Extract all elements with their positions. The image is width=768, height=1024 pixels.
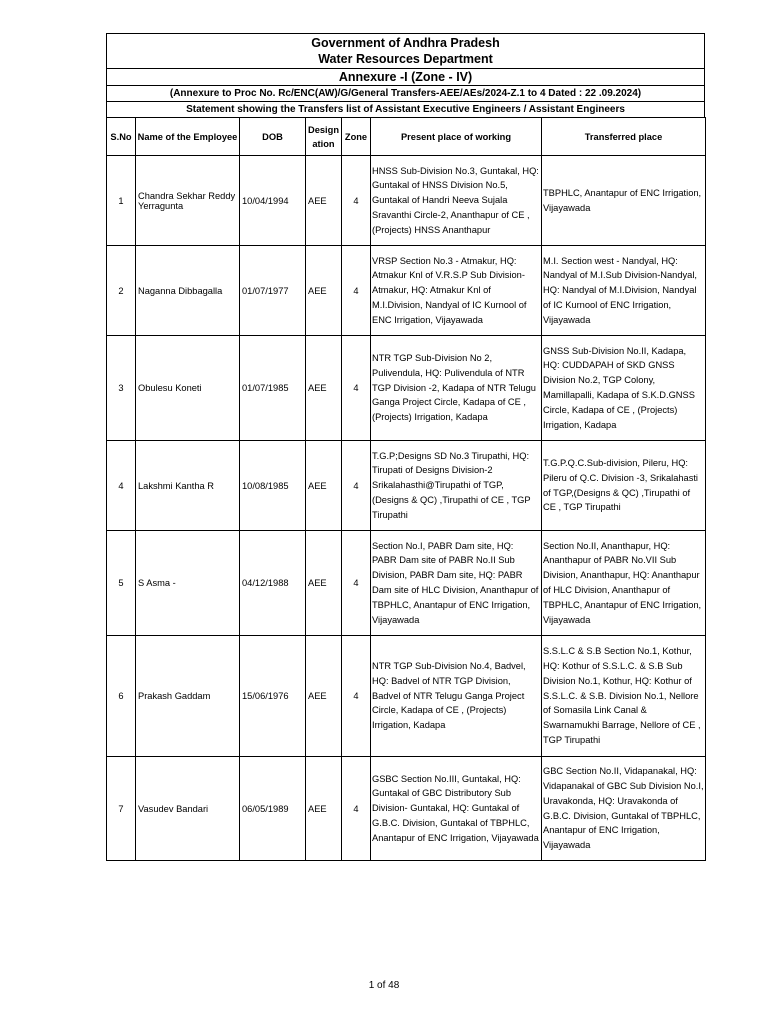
- cell-dob: 01/07/1977: [240, 246, 306, 336]
- cell-transferred: T.G.P.Q.C.Sub-division, Pileru, HQ: Pileru of Q.C. Division -3, Srikalahasti of TGP,(Designs & QC) ,Tirupathi of CE , TGP Tirupathi: [542, 441, 706, 531]
- cell-transferred: TBPHLC, Anantapur of ENC Irrigation, Vijayawada: [542, 156, 706, 246]
- cell-present: VRSP Section No.3 - Atmakur, HQ: Atmakur Knl of V.R.S.P Sub Division-Atmakur, HQ: Atmakur Knl of M.I.Division, Nandyal of IC Kurnool of ENC Irrigation, Vijayawada: [371, 246, 542, 336]
- col-header-dob: DOB: [240, 118, 306, 156]
- header-department: Water Resources Department: [106, 51, 705, 68]
- cell-sno: 5: [107, 531, 136, 636]
- cell-dob: 15/06/1976: [240, 636, 306, 757]
- cell-zone: 4: [342, 156, 371, 246]
- cell-sno: 3: [107, 336, 136, 441]
- header-statement: Statement showing the Transfers list of Assistant Executive Engineers / Assistant Engineers: [106, 101, 705, 117]
- cell-present: NTR TGP Sub-Division No.4, Badvel, HQ: Badvel of NTR TGP Division, Badvel of NTR Telugu Ganga Project Circle, Kadapa of CE , (Projects) Irrigation, Kadapa: [371, 636, 542, 757]
- table-row: [107, 636, 706, 757]
- table-row: [107, 531, 706, 636]
- cell-transferred: GBC Section No.II, Vidapanakal, HQ: Vidapanakal of GBC Sub Division No.I, Uravakonda, HQ: Uravakonda of G.B.C. Division, Guntakal of TBPHLC, Anantapur of ENC Irrigation, Vijayawada: [542, 757, 706, 861]
- col-header-zone: Zone: [342, 118, 371, 156]
- cell-designation: AEE: [306, 757, 342, 861]
- table-header-row: [107, 118, 706, 156]
- cell-transferred: M.I. Section west - Nandyal, HQ: Nandyal of M.I.Sub Division-Nandyal, HQ: Nandyal of M.I.Division, Nandyal of IC Kurnool of ENC Irrigation, Vijayawada: [542, 246, 706, 336]
- cell-dob: 04/12/1988: [240, 531, 306, 636]
- cell-designation: AEE: [306, 156, 342, 246]
- cell-dob: 10/04/1994: [240, 156, 306, 246]
- col-header-name: Name of the Employee: [136, 118, 240, 156]
- cell-sno: 1: [107, 156, 136, 246]
- cell-designation: AEE: [306, 636, 342, 757]
- cell-name: Naganna Dibbagalla: [136, 246, 240, 336]
- cell-designation: AEE: [306, 336, 342, 441]
- table-row: [107, 441, 706, 531]
- cell-sno: 7: [107, 757, 136, 861]
- cell-designation: AEE: [306, 441, 342, 531]
- header-proceedings: (Annexure to Proc No. Rc/ENC(AW)/G/General Transfers-AEE/AEs/2024-Z.1 to 4 Dated : 22 .09.2024): [106, 85, 705, 101]
- cell-transferred: GNSS Sub-Division No.II, Kadapa, HQ: CUDDAPAH of SKD GNSS Division No.2, TGP Colony, Mamillapalli, Kadapa of S.K.D.GNSS Circle, Kadapa of CE , (Projects) Irrigation, Kadapa: [542, 336, 706, 441]
- cell-present: T.G.P;Designs SD No.3 Tirupathi, HQ: Tirupati of Designs Division-2 Srikalahasthi@Tirupathi of TGP,(Designs & QC) ,Tirupathi of CE , TGP Tirupathi: [371, 441, 542, 531]
- cell-transferred: Section No.II, Ananthapur, HQ: Ananthapur of PABR No.VII Sub Division, Ananthapur, HQ: Ananthapur of HLC Division, Ananthapur of TBPHLC, Anantapur of ENC Irrigation, Vijayawada: [542, 531, 706, 636]
- header-annexure: Annexure -I (Zone - IV): [106, 68, 705, 85]
- cell-zone: 4: [342, 441, 371, 531]
- cell-name: Lakshmi Kantha R: [136, 441, 240, 531]
- table-row: [107, 246, 706, 336]
- transfers-table: [106, 117, 706, 861]
- col-header-sno: S.No: [107, 118, 136, 156]
- table-row: [107, 757, 706, 861]
- cell-designation: AEE: [306, 246, 342, 336]
- cell-name: Obulesu Koneti: [136, 336, 240, 441]
- cell-dob: 10/08/1985: [240, 441, 306, 531]
- cell-present: HNSS Sub-Division No.3, Guntakal, HQ: Guntakal of HNSS Division No.5, Guntakal of Handri Neeva Sujala Sravanthi Circle-2, Ananthapur of CE , (Projects) HNSS Ananthapur: [371, 156, 542, 246]
- cell-zone: 4: [342, 531, 371, 636]
- cell-name: Prakash Gaddam: [136, 636, 240, 757]
- cell-zone: 4: [342, 636, 371, 757]
- cell-designation: AEE: [306, 531, 342, 636]
- cell-zone: 4: [342, 246, 371, 336]
- table-row: [107, 336, 706, 441]
- cell-present: GSBC Section No.III, Guntakal, HQ: Guntakal of GBC Distributory Sub Division- Guntakal, HQ: Guntakal of G.B.C. Division, Guntakal of TBPHLC, Anantapur of ENC Irrigation, Vijayawada: [371, 757, 542, 861]
- table-row: [107, 156, 706, 246]
- cell-name: Chandra Sekhar Reddy Yerragunta: [136, 156, 240, 246]
- cell-present: Section No.I, PABR Dam site, HQ: PABR Dam site of PABR No.II Sub Division, PABR Dam site, HQ: PABR Dam site of HLC Division, Ananthapur of TBPHLC, Anantapur of ENC Irrigation, Vijayawada: [371, 531, 542, 636]
- cell-zone: 4: [342, 336, 371, 441]
- document-sheet: [106, 33, 705, 861]
- cell-dob: 06/05/1989: [240, 757, 306, 861]
- cell-name: Vasudev Bandari: [136, 757, 240, 861]
- cell-sno: 4: [107, 441, 136, 531]
- cell-present: NTR TGP Sub-Division No 2, Pulivendula, HQ: Pulivendula of NTR TGP Division -2, Kadapa of NTR Telugu Ganga Project Circle, Kadapa of CE , (Projects) Irrigation, Kadapa: [371, 336, 542, 441]
- col-header-designation: Design ation: [306, 118, 342, 156]
- col-header-present: Present place of working: [371, 118, 542, 156]
- cell-dob: 01/07/1985: [240, 336, 306, 441]
- cell-sno: 6: [107, 636, 136, 757]
- cell-name: S Asma -: [136, 531, 240, 636]
- page-number: 1 of 48: [368, 980, 400, 991]
- cell-transferred: S.S.L.C & S.B Section No.1, Kothur, HQ: Kothur of S.S.L.C. & S.B Sub Division No.1, Kothur, HQ: Kothur of S.S.L.C. & S.B. Division No.1, Nellore of Somasila Link Canal & Swarnamukhi Barrage, Nellore of CE , TGP Tirupathi: [542, 636, 706, 757]
- cell-zone: 4: [342, 757, 371, 861]
- cell-sno: 2: [107, 246, 136, 336]
- header-government: Government of Andhra Pradesh: [106, 33, 705, 51]
- col-header-transferred: Transferred place: [542, 118, 706, 156]
